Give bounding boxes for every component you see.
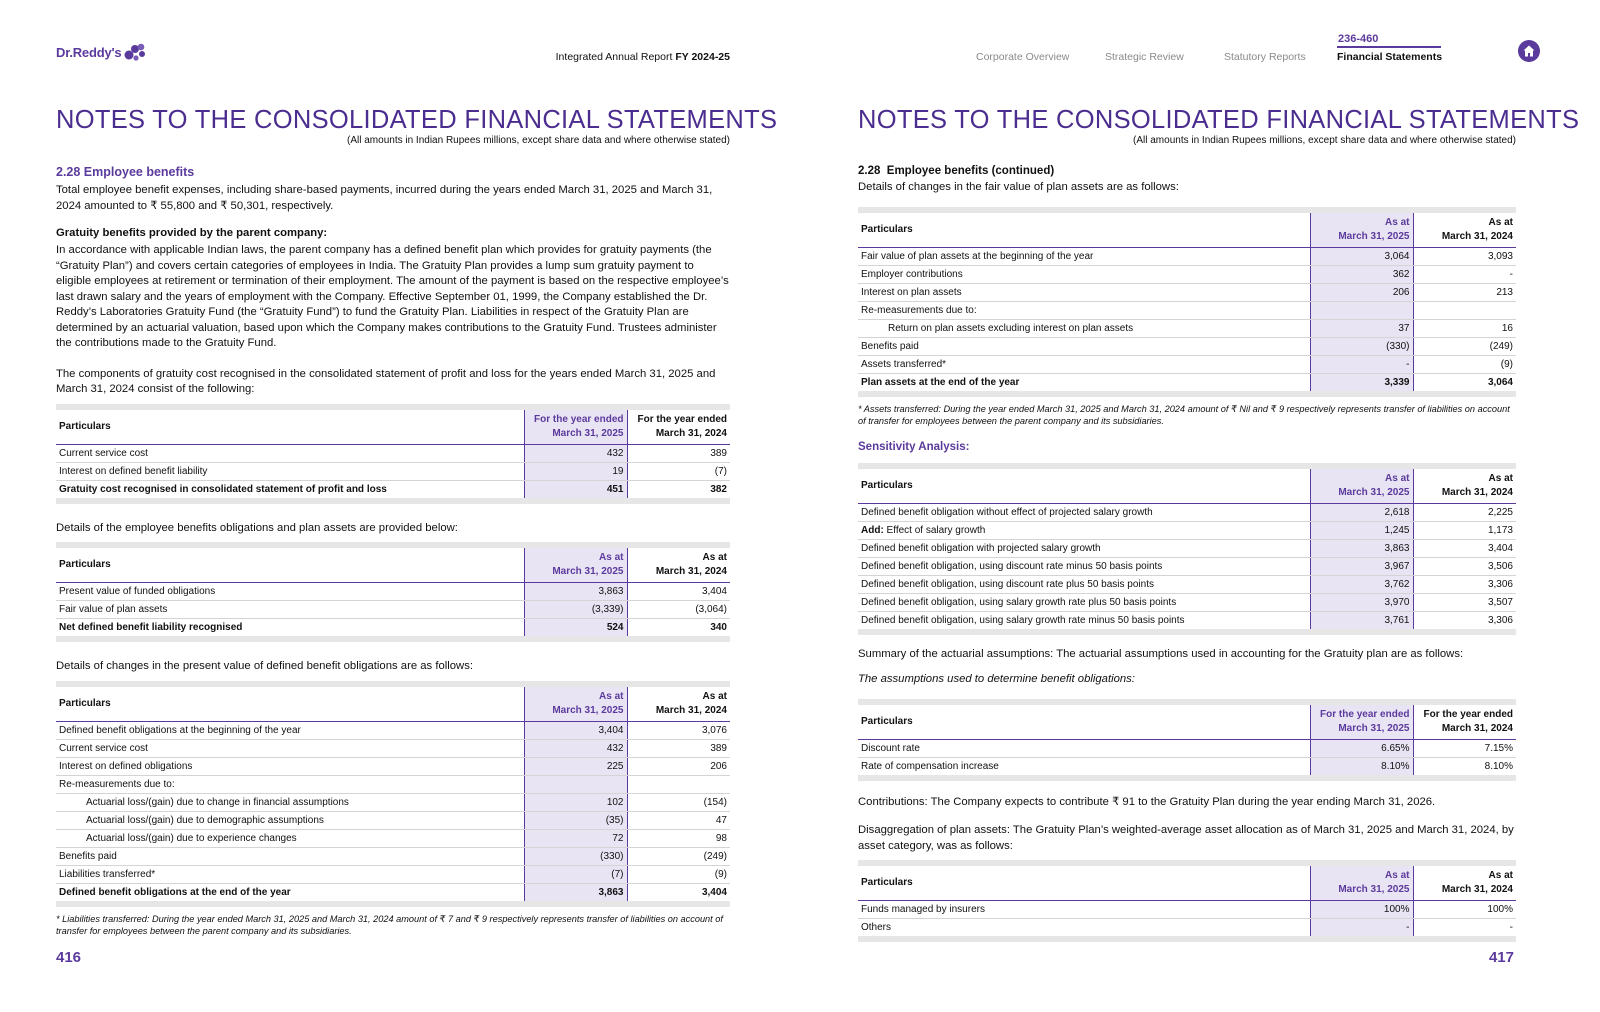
col-header: As at March 31, 2024 xyxy=(1413,466,1516,504)
col-header: For the year ended March 31, 2025 xyxy=(524,407,627,445)
table-row xyxy=(858,593,1516,611)
cell-2024: 47 xyxy=(627,811,730,829)
plan-assets-table xyxy=(858,207,1516,397)
table-row xyxy=(858,503,1516,521)
cell-2025: 6.65% xyxy=(1310,739,1413,757)
table-row xyxy=(56,865,730,883)
cell-2025: 225 xyxy=(524,757,627,775)
right-page xyxy=(800,0,1600,1012)
table-row xyxy=(56,601,730,619)
assumptions-table xyxy=(858,699,1516,781)
row-label: Employer contributions xyxy=(858,265,1310,283)
nav-corporate-overview[interactable]: Corporate Overview xyxy=(976,51,1070,63)
col-header: Particulars xyxy=(858,863,1310,901)
company-logo xyxy=(56,42,146,62)
cell-2024 xyxy=(627,775,730,793)
footnote: * Liabilities transferred: During the year ended March 31, 2025 and March 31, 2024 amount of ₹ 7 and ₹ 9 respectively represents transfer of liabilities on account of transfer for employees between the parent company and its subsidiaries. xyxy=(56,913,723,936)
row-label xyxy=(858,521,1310,539)
obligation-changes-table xyxy=(56,681,730,907)
cell-2024: 3,064 xyxy=(1413,373,1516,394)
table-row xyxy=(56,793,730,811)
cell-2024: 7.15% xyxy=(1413,739,1516,757)
row-label: Liabilities transferred* xyxy=(56,865,524,883)
cell-2025: 206 xyxy=(1310,283,1413,301)
table-row xyxy=(56,444,730,462)
row-label: Defined benefit obligation, using salary growth rate minus 50 basis points xyxy=(858,611,1310,632)
cell-2025: (330) xyxy=(1310,337,1413,355)
cell-2025: 3,863 xyxy=(524,883,627,904)
sensitivity-title: Sensitivity Analysis: xyxy=(858,440,970,453)
cell-2025: 432 xyxy=(524,444,627,462)
cell-2024: 389 xyxy=(627,739,730,757)
table-row xyxy=(56,739,730,757)
col-header: As at March 31, 2025 xyxy=(524,545,627,583)
cell-2024: 389 xyxy=(627,444,730,462)
table-row xyxy=(56,811,730,829)
cell-2024: (7) xyxy=(627,462,730,480)
row-label: Defined benefit obligations at the beginning of the year xyxy=(56,721,524,739)
gratuity-title: Gratuity benefits provided by the parent company: xyxy=(56,227,328,239)
intro-paragraph: Total employee benefit expenses, including share-based payments, incurred during the years ended March 31, 2025 and March 31, 2024 amounted to ₹ 55,800 and ₹ 50,301, respectively. xyxy=(56,184,713,212)
table-row xyxy=(858,355,1516,373)
logo-mark-icon xyxy=(124,42,146,62)
row-label: Funds managed by insurers xyxy=(858,901,1310,919)
cell-2025: 362 xyxy=(1310,265,1413,283)
cell-2024: 3,404 xyxy=(627,883,730,904)
row-label: Others xyxy=(858,919,1310,940)
row-label: Current service cost xyxy=(56,739,524,757)
col-header: As at March 31, 2025 xyxy=(524,684,627,722)
cell-2025: (330) xyxy=(524,847,627,865)
col-header: As at March 31, 2025 xyxy=(1310,863,1413,901)
table-row xyxy=(56,757,730,775)
cell-2024: - xyxy=(1413,919,1516,940)
page-number: 416 xyxy=(56,949,82,966)
cell-2025: 3,404 xyxy=(524,721,627,739)
cell-2024: (249) xyxy=(627,847,730,865)
row-label: Interest on plan assets xyxy=(858,283,1310,301)
cell-2025: 8.10% xyxy=(1310,757,1413,778)
col-header: For the year ended March 31, 2024 xyxy=(627,407,730,445)
summary-paragraph: Summary of the actuarial assumptions: The actuarial assumptions used in accounting for the Gratuity plan are as follows: xyxy=(858,647,1464,660)
cell-2025: (35) xyxy=(524,811,627,829)
cell-2025 xyxy=(1310,301,1413,319)
cell-2024: 382 xyxy=(627,480,730,501)
cell-2025: 37 xyxy=(1310,319,1413,337)
table-row xyxy=(858,557,1516,575)
row-label: Net defined benefit liability recognised xyxy=(56,619,524,640)
col-header: As at March 31, 2024 xyxy=(627,684,730,722)
report-title-year: FY 2024-25 xyxy=(675,51,730,63)
cell-2025: 2,618 xyxy=(1310,503,1413,521)
cell-2025: 3,762 xyxy=(1310,575,1413,593)
cell-2025: 432 xyxy=(524,739,627,757)
cell-2024: 98 xyxy=(627,829,730,847)
col-header: Particulars xyxy=(56,407,524,445)
cell-2024: 3,306 xyxy=(1413,575,1516,593)
cell-2024: (154) xyxy=(627,793,730,811)
section-title: 2.28 Employee benefits (continued) xyxy=(858,165,1055,177)
row-label: Return on plan assets excluding interest on plan assets xyxy=(858,319,1310,337)
obligations-table xyxy=(56,542,730,642)
cell-2025: - xyxy=(1310,919,1413,940)
table-row xyxy=(858,901,1516,919)
table-row xyxy=(56,775,730,793)
cell-2024: 213 xyxy=(1413,283,1516,301)
col-header: Particulars xyxy=(858,702,1310,740)
cell-2024: 8.10% xyxy=(1413,757,1516,778)
row-label: Defined benefit obligation, using salary growth rate plus 50 basis points xyxy=(858,593,1310,611)
gratuity-paragraph: In accordance with applicable Indian laws, the parent company has a defined benefit plan which provides for gratuity payments (the “Gratuity Plan”) and covers certain categories of employees in India. The Gratuity Plan provides a lump sum gratuity payment to eligible employees at retirement or termination of their employment. The amount of the payment is based on the respective employee’s last drawn salary and the years of employment with the Company. Effective September 01, 1999, the Company established the Dr. Reddy’s Laboratories Gratuity Fund (the “Gratuity Fund”) to fund the Gratuity Plan. Liabilities in respect of the Gratuity Plan are determined by an actuarial valuation, based upon which the Company makes contributions to the Gratuity Fund. Trustees administer the contributions made to the Gratuity Fund. xyxy=(56,244,729,349)
cell-2025: 3,863 xyxy=(524,583,627,601)
cell-2025: 451 xyxy=(524,480,627,501)
table-row xyxy=(56,847,730,865)
row-label: Present value of funded obligations xyxy=(56,583,524,601)
table-row xyxy=(858,757,1516,778)
cell-2025: 19 xyxy=(524,462,627,480)
col-header: Particulars xyxy=(56,684,524,722)
table-row xyxy=(858,283,1516,301)
cell-2025: 3,863 xyxy=(1310,539,1413,557)
cell-2024: 1,173 xyxy=(1413,521,1516,539)
row-label: Benefits paid xyxy=(858,337,1310,355)
logo-text: Dr.Reddy's xyxy=(56,44,122,60)
row-label: Interest on defined obligations xyxy=(56,757,524,775)
row-label: Defined benefit obligation, using discount rate minus 50 basis points xyxy=(858,557,1310,575)
row-label: Interest on defined benefit liability xyxy=(56,462,524,480)
contributions-paragraph: Contributions: The Company expects to contribute ₹ 91 to the Gratuity Plan during the year ending March 31, 2026. xyxy=(858,795,1436,808)
row-label: Benefits paid xyxy=(56,847,524,865)
amount-note: (All amounts in Indian Rupees millions, except share data and where otherwise stated) xyxy=(347,135,730,146)
cell-2025: - xyxy=(1310,355,1413,373)
home-icon[interactable] xyxy=(1518,40,1540,62)
row-label: Defined benefit obligation without effect of projected salary growth xyxy=(858,503,1310,521)
add-prefix: Add: xyxy=(861,524,884,536)
components-paragraph: The components of gratuity cost recognised in the consolidated statement of profit and loss for the years ended March 31, 2025 and March 31, 2024 consist of the following: xyxy=(56,367,716,395)
nav-active-indicator xyxy=(1337,46,1441,48)
table-row xyxy=(858,301,1516,319)
col-header: As at March 31, 2024 xyxy=(1413,210,1516,248)
col-header: Particulars xyxy=(858,466,1310,504)
nav-strategic-review[interactable]: Strategic Review xyxy=(1105,51,1184,63)
row-label: Actuarial loss/(gain) due to change in financial assumptions xyxy=(56,793,524,811)
cell-2025: 100% xyxy=(1310,901,1413,919)
page-number: 417 xyxy=(1488,949,1514,966)
row-label: Assets transferred* xyxy=(858,355,1310,373)
table-total-row xyxy=(56,619,730,640)
cell-2025: 3,339 xyxy=(1310,373,1413,394)
table-row xyxy=(858,247,1516,265)
cell-2025: 3,761 xyxy=(1310,611,1413,632)
cell-2025: 102 xyxy=(524,793,627,811)
table-row xyxy=(56,829,730,847)
table-total-row xyxy=(56,883,730,904)
table-total-row xyxy=(858,373,1516,394)
row-label: Defined benefit obligations at the end of the year xyxy=(56,883,524,904)
gratuity-cost-table xyxy=(56,404,730,504)
row-label: Plan assets at the end of the year xyxy=(858,373,1310,394)
cell-2024: 3,306 xyxy=(1413,611,1516,632)
cell-2025: 524 xyxy=(524,619,627,640)
table-row xyxy=(858,739,1516,757)
page-heading: NOTES TO THE CONSOLIDATED FINANCIAL STATEMENTS xyxy=(56,106,778,134)
row-label: Fair value of plan assets xyxy=(56,601,524,619)
table-total-row xyxy=(56,480,730,501)
nav-statutory-reports[interactable]: Statutory Reports xyxy=(1224,51,1306,63)
cell-2025: 3,967 xyxy=(1310,557,1413,575)
table-row xyxy=(56,583,730,601)
cell-2024: 2,225 xyxy=(1413,503,1516,521)
cell-2025: (7) xyxy=(524,865,627,883)
cell-2024 xyxy=(1413,301,1516,319)
cell-2024: 206 xyxy=(627,757,730,775)
changes-paragraph: Details of changes in the present value of defined benefit obligations are as follows: xyxy=(56,660,473,672)
row-label: Discount rate xyxy=(858,739,1310,757)
fair-value-paragraph: Details of changes in the fair value of plan assets are as follows: xyxy=(858,181,1179,193)
cell-2024: 3,506 xyxy=(1413,557,1516,575)
cell-2025: (3,339) xyxy=(524,601,627,619)
footnote: * Assets transferred: During the year ended March 31, 2025 and March 31, 2024 amount of ₹ Nil and ₹ 9 respectively represents transfer of liabilities on account of transfer for employees between the parent company and its subsidiaries. xyxy=(858,403,1510,426)
table-row xyxy=(858,919,1516,940)
section-title: 2.28 Employee benefits xyxy=(56,165,195,179)
col-header: Particulars xyxy=(56,545,524,583)
row-label: Fair value of plan assets at the beginning of the year xyxy=(858,247,1310,265)
col-header: For the year ended March 31, 2024 xyxy=(1413,702,1516,740)
cell-2024: (3,064) xyxy=(627,601,730,619)
row-label: Re-measurements due to: xyxy=(56,775,524,793)
row-label: Defined benefit obligation with projected salary growth xyxy=(858,539,1310,557)
row-label: Gratuity cost recognised in consolidated statement of profit and loss xyxy=(56,480,524,501)
nav-financial-statements[interactable]: Financial Statements xyxy=(1337,51,1443,63)
table-row xyxy=(858,575,1516,593)
cell-2025: 72 xyxy=(524,829,627,847)
cell-2024: 3,507 xyxy=(1413,593,1516,611)
assumptions-paragraph: The assumptions used to determine benefit obligations: xyxy=(858,673,1135,685)
cell-2024: 3,093 xyxy=(1413,247,1516,265)
row-label: Actuarial loss/(gain) due to demographic assumptions xyxy=(56,811,524,829)
sensitivity-table xyxy=(858,463,1516,635)
cell-2025: 3,970 xyxy=(1310,593,1413,611)
cell-2024: 3,404 xyxy=(627,583,730,601)
col-header: As at March 31, 2025 xyxy=(1310,210,1413,248)
page-heading: NOTES TO THE CONSOLIDATED FINANCIAL STATEMENTS xyxy=(858,106,1580,134)
table-row xyxy=(858,319,1516,337)
row-label: Rate of compensation increase xyxy=(858,757,1310,778)
cell-2024: 16 xyxy=(1413,319,1516,337)
col-header: As at March 31, 2024 xyxy=(627,545,730,583)
row-label: Current service cost xyxy=(56,444,524,462)
cell-2025 xyxy=(524,775,627,793)
cell-2024: (249) xyxy=(1413,337,1516,355)
row-label: Re-measurements due to: xyxy=(858,301,1310,319)
nav-page-range: 236-460 xyxy=(1338,33,1379,45)
disaggregation-paragraph: Disaggregation of plan assets: The Gratuity Plan’s weighted-average asset allocation as of March 31, 2025 and March 31, 2024, by asset category, was as follows: xyxy=(858,824,1514,852)
cell-2024: 3,404 xyxy=(1413,539,1516,557)
table-row xyxy=(858,521,1516,539)
amount-note: (All amounts in Indian Rupees millions, except share data and where otherwise stated) xyxy=(1133,135,1516,146)
section-nav xyxy=(800,30,1600,70)
cell-2024: 100% xyxy=(1413,901,1516,919)
cell-2024: (9) xyxy=(1413,355,1516,373)
table-row xyxy=(858,611,1516,632)
asset-allocation-table xyxy=(858,860,1516,942)
table-row xyxy=(56,721,730,739)
table-row xyxy=(56,462,730,480)
table-row xyxy=(858,337,1516,355)
cell-2025: 3,064 xyxy=(1310,247,1413,265)
col-header: Particulars xyxy=(858,210,1310,248)
cell-2024: 340 xyxy=(627,619,730,640)
obligations-paragraph: Details of the employee benefits obligations and plan assets are provided below: xyxy=(56,521,458,534)
report-title xyxy=(556,51,730,63)
table-row xyxy=(858,265,1516,283)
col-header: As at March 31, 2025 xyxy=(1310,466,1413,504)
col-header: As at March 31, 2024 xyxy=(1413,863,1516,901)
row-label-text: Effect of salary growth xyxy=(883,524,986,536)
table-row xyxy=(858,539,1516,557)
row-label: Defined benefit obligation, using discount rate plus 50 basis points xyxy=(858,575,1310,593)
row-label: Actuarial loss/(gain) due to experience changes xyxy=(56,829,524,847)
cell-2024: (9) xyxy=(627,865,730,883)
report-title-prefix: Integrated Annual Report xyxy=(555,51,676,63)
col-header: For the year ended March 31, 2025 xyxy=(1310,702,1413,740)
cell-2024: 3,076 xyxy=(627,721,730,739)
cell-2025: 1,245 xyxy=(1310,521,1413,539)
cell-2024: - xyxy=(1413,265,1516,283)
